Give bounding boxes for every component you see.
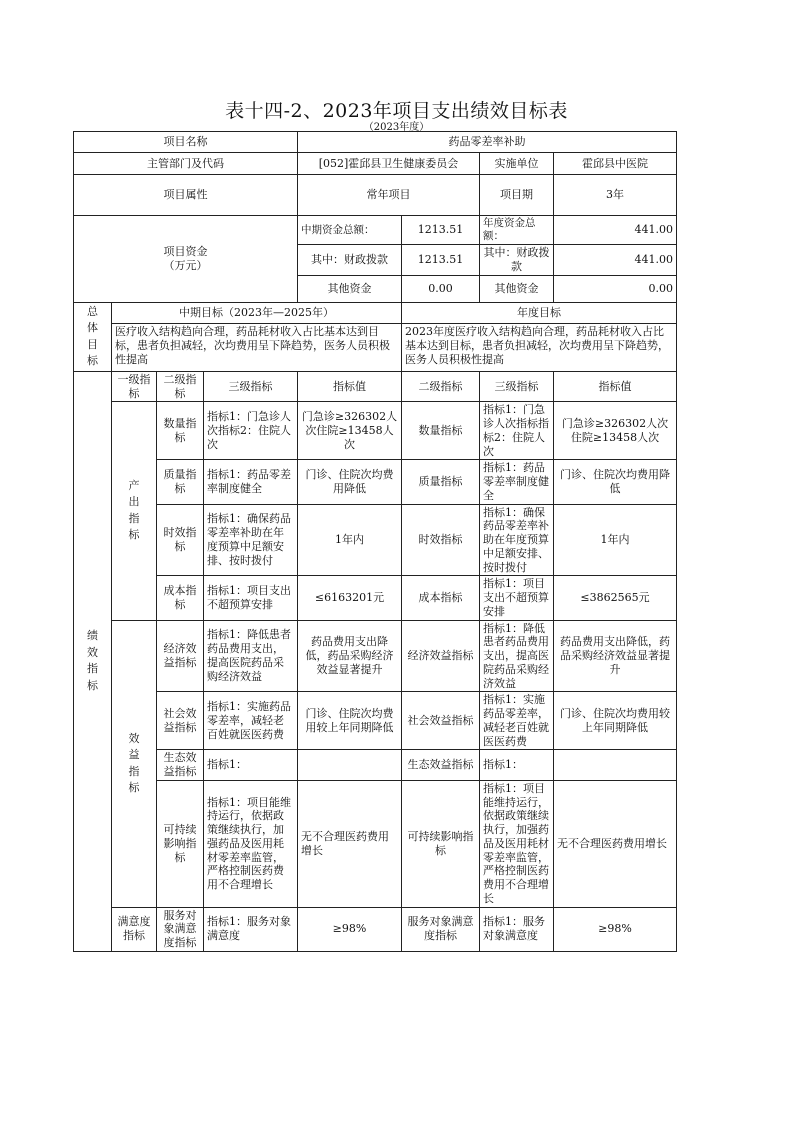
value-year-cell: ≤3862565元 xyxy=(554,576,677,620)
funds-label xyxy=(74,216,298,303)
level3-year-cell: 指标1：项目支出不超预算安排 xyxy=(480,576,554,620)
table-row xyxy=(74,692,677,750)
period-value: 3年 xyxy=(554,175,677,216)
output-char: 标 xyxy=(128,528,140,542)
department-label: 主管部门及代码 xyxy=(74,153,298,175)
value-year-cell: 门诊、住院次均费用较上年同期降低 xyxy=(554,692,677,750)
overall-char: 总 xyxy=(87,304,98,318)
level2-cell: 社会效益指标 xyxy=(157,692,204,750)
value-year-cell: 1年内 xyxy=(554,504,677,576)
funds-label-line2: （万元） xyxy=(163,258,208,272)
effect-char: 益 xyxy=(128,748,140,761)
level2-cell: 生态效益指标 xyxy=(157,750,204,781)
value-year-cell: 无不合理医药费用增长 xyxy=(554,780,677,907)
level3-cell: 指标1：门急诊人次指标2：住院人次 xyxy=(204,402,298,460)
effect-indicator-label xyxy=(112,620,157,907)
level2-cell: 经济效益指标 xyxy=(157,620,204,692)
level2-year-cell: 经济效益指标 xyxy=(402,620,480,692)
header-level2: 二级指标 xyxy=(157,371,204,402)
level2-cell: 成本指标 xyxy=(157,576,204,620)
mid-other-label: 其他资金 xyxy=(298,275,402,302)
year-fiscal-label: 其中：财政拨款 xyxy=(480,245,554,276)
perf-header-row xyxy=(74,371,677,402)
mid-fiscal-label: 其中：财政拨款 xyxy=(298,245,402,276)
table-row xyxy=(74,750,677,781)
output-indicator-label xyxy=(112,402,157,620)
funds-total-row xyxy=(74,216,677,245)
implementer-value: 霍邱县中医院 xyxy=(554,153,677,175)
implementer-label: 实施单位 xyxy=(480,153,554,175)
table-row xyxy=(74,504,677,576)
project-name-value: 药品零差率补助 xyxy=(298,132,677,153)
mid-goal-text: 医疗收入结构趋向合理，药品耗材收入占比基本达到目标，患者负担减轻，次均费用呈下降趋势，医务人员积极性提高 xyxy=(112,324,402,372)
table-row xyxy=(74,620,677,692)
overall-char: 体 xyxy=(87,321,98,335)
level3-cell: 指标1：实施药品零差率，减轻老百姓就医医药费 xyxy=(204,692,298,750)
performance-char: 指 xyxy=(87,662,98,676)
level3-year-cell: 指标1：降低患者药品费用支出，提高医院药品采购经济效益 xyxy=(480,620,554,692)
overall-text-row xyxy=(74,324,677,372)
table-row xyxy=(74,576,677,620)
output-char: 产 xyxy=(128,478,140,492)
department-value: [052]霍邱县卫生健康委员会 xyxy=(298,153,480,175)
level3-cell: 指标1：药品零差率制度健全 xyxy=(204,460,298,504)
value-cell: 门诊、住院次均费用降低 xyxy=(298,460,402,504)
value-cell: ≤6163201元 xyxy=(298,576,402,620)
mid-goal-header: 中期目标（2023年—2025年） xyxy=(112,302,402,323)
performance-char: 效 xyxy=(87,645,98,659)
level2-year-cell: 成本指标 xyxy=(402,576,480,620)
table-row xyxy=(74,460,677,504)
satisfaction-indicator-label: 满意度指标 xyxy=(112,907,157,951)
value-cell: 门诊、住院次均费用较上年同期降低 xyxy=(298,692,402,750)
value-cell: 无不合理医药费用增长 xyxy=(298,780,402,907)
overall-goal-label xyxy=(74,302,112,371)
header-value-year: 指标值 xyxy=(554,371,677,402)
level2-year-cell: 数量指标 xyxy=(402,402,480,460)
header-level3-year: 三级指标 xyxy=(480,371,554,402)
value-cell: ≥98% xyxy=(298,907,402,951)
value-cell xyxy=(298,750,402,781)
level3-year-cell: 指标1：药品零差率制度健全 xyxy=(480,460,554,504)
value-cell: 1年内 xyxy=(298,504,402,576)
overall-char: 标 xyxy=(87,354,98,368)
value-year-cell xyxy=(554,750,677,781)
output-char: 出 xyxy=(128,495,140,509)
effect-char: 效 xyxy=(128,731,140,745)
table-row xyxy=(74,780,677,907)
performance-table xyxy=(73,131,677,952)
value-year-cell: 药品费用支出降低，药品采购经济效益显著提升 xyxy=(554,620,677,692)
effect-char: 标 xyxy=(128,781,140,794)
mid-other-value: 0.00 xyxy=(402,275,480,302)
year-total-label: 年度资金总额： xyxy=(480,216,554,245)
level2-year-cell: 时效指标 xyxy=(402,504,480,576)
header-level3: 三级指标 xyxy=(204,371,298,402)
level2-year-cell: 服务对象满意度指标 xyxy=(402,907,480,951)
level2-year-cell: 社会效益指标 xyxy=(402,692,480,750)
level3-cell: 指标1：项目能维持运行，依据政策继续执行，加强药品及医用耗材零差率监管，严格控制医药费用不合理增长 xyxy=(204,780,298,907)
department-row xyxy=(74,153,677,175)
value-cell: 药品费用支出降低，药品采购经济效益显著提升 xyxy=(298,620,402,692)
document-subtitle: （2023年度） xyxy=(363,122,430,133)
project-name-label: 项目名称 xyxy=(74,132,298,153)
output-char: 指 xyxy=(128,511,140,525)
level2-cell: 时效指标 xyxy=(157,504,204,576)
level3-year-cell: 指标1： xyxy=(480,750,554,781)
level3-year-cell: 指标1：确保药品零差率补助在年度预算中足额安排、按时拨付 xyxy=(480,504,554,576)
year-other-value: 0.00 xyxy=(554,275,677,302)
funds-label-line1: 项目资金 xyxy=(163,245,208,259)
level3-year-cell: 指标1：项目能维持运行，依据政策继续执行，加强药品及医用耗材零差率监管，严格控制医药费用不合理增长 xyxy=(480,780,554,907)
year-goal-text: 2023年度医疗收入结构趋向合理，药品耗材收入占比基本达到目标，患者负担减轻，次均费用呈下降趋势，医务人员积极性提高 xyxy=(402,324,677,372)
header-level2-year: 二级指标 xyxy=(402,371,480,402)
period-label: 项目期 xyxy=(480,175,554,216)
attribute-label: 项目属性 xyxy=(74,175,298,216)
value-year-cell: ≥98% xyxy=(554,907,677,951)
overall-header-row xyxy=(74,302,677,323)
value-year-cell: 门急诊≥326302人次住院≥13458人次 xyxy=(554,402,677,460)
level3-cell: 指标1：降低患者药品费用支出，提高医院药品采购经济效益 xyxy=(204,620,298,692)
level3-year-cell: 指标1：服务对象满意度 xyxy=(480,907,554,951)
level2-cell: 服务对象满意度指标 xyxy=(157,907,204,951)
project-name-row xyxy=(74,132,677,153)
document-title: 表十四-2、2023年项目支出绩效目标表 xyxy=(225,100,568,122)
level3-cell: 指标1：项目支出不超预算安排 xyxy=(204,576,298,620)
header-level1: 一级指标 xyxy=(112,371,157,402)
level3-cell: 指标1：确保药品零差率补助在年度预算中足额安排、按时拨付 xyxy=(204,504,298,576)
attribute-row xyxy=(74,175,677,216)
level3-cell: 指标1：服务对象满意度 xyxy=(204,907,298,951)
mid-fiscal-value: 1213.51 xyxy=(402,245,480,276)
header-value: 指标值 xyxy=(298,371,402,402)
mid-total-label: 中期资金总额： xyxy=(298,216,402,245)
effect-char: 指 xyxy=(128,764,140,778)
level3-year-cell: 指标1：实施药品零差率，减轻老百姓就医医药费 xyxy=(480,692,554,750)
year-total-value: 441.00 xyxy=(554,216,677,245)
performance-char: 标 xyxy=(87,678,98,692)
value-cell: 门急诊≥326302人次住院≥13458人次 xyxy=(298,402,402,460)
attribute-value: 常年项目 xyxy=(298,175,480,216)
level3-cell: 指标1： xyxy=(204,750,298,781)
level2-cell: 数量指标 xyxy=(157,402,204,460)
level2-year-cell: 生态效益指标 xyxy=(402,750,480,781)
level2-year-cell: 质量指标 xyxy=(402,460,480,504)
table-row xyxy=(74,907,677,951)
performance-char: 绩 xyxy=(87,629,98,643)
year-fiscal-value: 441.00 xyxy=(554,245,677,276)
mid-total-value: 1213.51 xyxy=(402,216,480,245)
level2-cell: 质量指标 xyxy=(157,460,204,504)
performance-label xyxy=(74,371,112,951)
level2-year-cell: 可持续影响指标 xyxy=(402,780,480,907)
level3-year-cell: 指标1：门急诊人次指标指标2：住院人次 xyxy=(480,402,554,460)
year-goal-header: 年度目标 xyxy=(402,302,677,323)
value-year-cell: 门诊、住院次均费用降低 xyxy=(554,460,677,504)
overall-char: 目 xyxy=(87,337,98,351)
table-row xyxy=(74,402,677,460)
year-other-label: 其他资金 xyxy=(480,275,554,302)
level2-cell: 可持续影响指标 xyxy=(157,780,204,907)
